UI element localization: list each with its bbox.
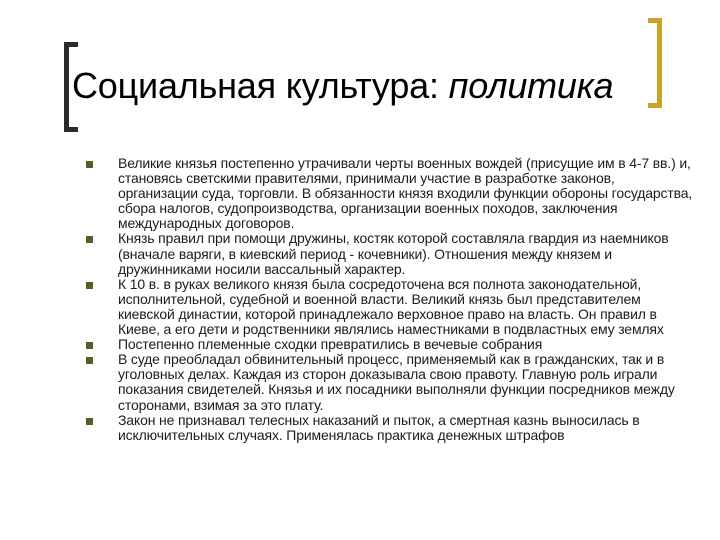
bullet-item [86, 413, 698, 443]
bullet-text: Закон не признавал телесных наказаний и пыток, а смертная казнь выносилась в исключительных случаях. Применялась практика денежных штрафов [118, 411, 640, 443]
bullet-list [86, 156, 698, 443]
square-bullet-icon [86, 342, 93, 349]
right-bracket-decoration [648, 18, 662, 108]
bullet-text: К 10 в. в руках великого князя была сосредоточена вся полнота законодательной, исполнительной, судебной и военной власти. Великий князь был представителем киевской династии, которой принадлежало верховное право на власть. Он правил в Киеве, а его дети и родственники являлись наместниками в подвластных ему землях [118, 275, 664, 338]
square-bullet-icon [86, 357, 93, 364]
bullet-text: Князь правил при помощи дружины, костяк которой составляла гвардия из наемников (вначале варяги, в киевский период - кочевники). Отношения между князем и дружинниками носили вассальный характер. [118, 230, 669, 277]
bullet-text: Постепенно племенные сходки превратились в вечевые собрания [118, 336, 543, 353]
bullet-item [86, 156, 698, 231]
bullet-item [86, 277, 698, 337]
bullet-text: В суде преобладал обвинительный процесс, применяемый как в гражданских, так и в уголовных делах. Каждая из сторон доказывала свою правоту. Главную роль играли показания свидетелей. Князья и их посадники выполняли функции посредников между сторонами, взимая за это плату. [118, 351, 675, 413]
square-bullet-icon [86, 282, 93, 289]
square-bullet-icon [86, 161, 93, 168]
square-bullet-icon [86, 418, 93, 425]
bullet-item [86, 231, 698, 276]
slide-title-italic: политика [448, 65, 614, 106]
slide-title-main: Социальная культура: [72, 65, 449, 106]
bullet-text: Великие князья постепенно утрачивали черты военных вождей (присущие им в 4-7 вв.) и, становясь светскими правителями, принимали участие в разработке законов, организации суда, торговли. В обязанности князя входили функции обороны государства, сбора налогов, судопроизводства, организации военных походов, заключения международных договоров. [118, 155, 693, 232]
square-bullet-icon [86, 236, 93, 243]
bullet-item [86, 352, 698, 412]
slide-title [72, 64, 613, 108]
bullet-item [86, 337, 698, 352]
